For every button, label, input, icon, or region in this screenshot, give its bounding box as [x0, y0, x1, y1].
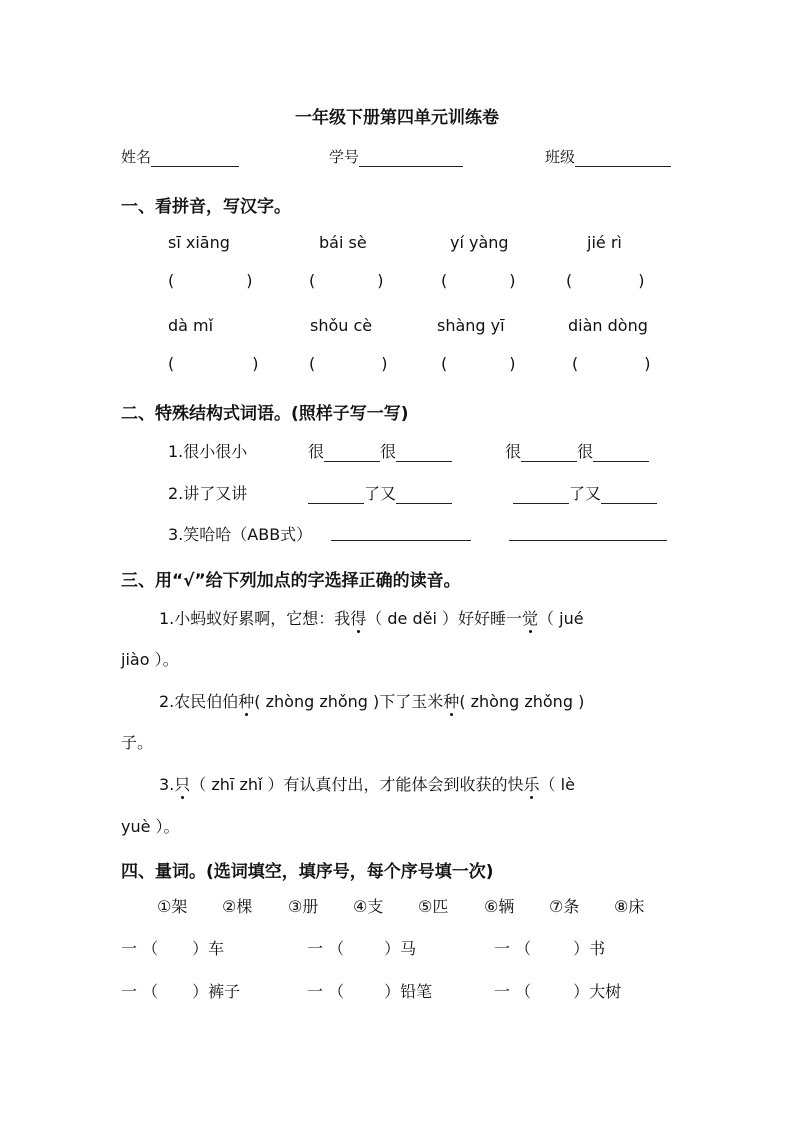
class-blank[interactable]: [575, 150, 671, 167]
measure-option-4: ④支: [353, 897, 384, 916]
name-label: 姓名: [121, 148, 152, 166]
pattern-1b[interactable]: 很 很: [505, 439, 649, 462]
name-blank[interactable]: [151, 150, 239, 167]
pattern-1a[interactable]: 很 很: [308, 439, 452, 462]
dotted-char: 得: [350, 609, 367, 628]
answer-paren-5[interactable]: ( ): [168, 354, 259, 373]
measure-blank-car[interactable]: 一 （ ）车: [121, 939, 225, 958]
pinyin-7: shàng yī: [437, 316, 505, 335]
id-label: 学号: [329, 148, 360, 166]
answer-paren-7[interactable]: ( ): [441, 354, 516, 373]
measure-blank-tree[interactable]: 一 （ ）大树: [494, 982, 622, 1001]
question-3-3: 3.只（ zhī zhǐ ）有认真付出，才能体会到收获的快乐（ lè: [159, 775, 575, 794]
section-4-heading: 四、量词。(选词填空，填序号，每个序号填一次): [121, 862, 494, 882]
page-title: 一年级下册第四单元训练卷: [295, 108, 499, 128]
id-field[interactable]: [329, 146, 463, 167]
section-1-heading: 一、看拼音，写汉字。: [121, 197, 291, 217]
answer-paren-1[interactable]: ( ): [168, 271, 253, 290]
dotted-char: 只: [174, 775, 191, 794]
section-2-heading: 二、特殊结构式词语。(照样子写一写): [121, 404, 409, 424]
answer-paren-2[interactable]: ( ): [309, 271, 384, 290]
dotted-char: 种: [238, 692, 255, 711]
pattern-2a[interactable]: 了又: [308, 481, 452, 504]
example-3-label: 3.笑哈哈（ABB式）: [168, 525, 313, 544]
dotted-char: 觉: [522, 609, 539, 628]
pinyin-1: sī xiāng: [168, 233, 230, 252]
measure-blank-pants[interactable]: 一 （ ）裤子: [121, 982, 241, 1001]
measure-blank-book[interactable]: 一 （ ）书: [494, 939, 606, 958]
question-3-2-cont: 子。: [121, 733, 154, 752]
measure-option-2: ②棵: [222, 897, 253, 916]
class-label: 班级: [545, 148, 576, 166]
measure-option-1: ①架: [157, 897, 188, 916]
measure-option-6: ⑥辆: [484, 897, 515, 916]
dotted-char: 乐: [523, 775, 540, 794]
measure-option-5: ⑤匹: [418, 897, 449, 916]
answer-paren-6[interactable]: ( ): [309, 354, 388, 373]
measure-option-3: ③册: [288, 897, 319, 916]
pinyin-2: bái sè: [319, 233, 367, 252]
answer-paren-3[interactable]: ( ): [441, 271, 516, 290]
measure-option-8: ⑧床: [614, 897, 645, 916]
pinyin-4: jié rì: [587, 233, 622, 252]
answer-paren-8[interactable]: ( ): [572, 354, 651, 373]
question-3-1: 1.小蚂蚁好累啊，它想：我得（ de děi ）好好睡一觉（ jué: [159, 609, 584, 628]
dotted-char: 种: [443, 692, 460, 711]
question-3-2: 2.农民伯伯种( zhòng zhǒng )下了玉米种( zhòng zhǒng ): [159, 692, 585, 711]
pinyin-3: yí yàng: [450, 233, 509, 252]
example-2-label: 2.讲了又讲: [168, 484, 248, 503]
question-3-3-cont: yuè ）。: [121, 817, 180, 836]
pinyin-8: diàn dòng: [568, 316, 648, 335]
pattern-3a[interactable]: [331, 522, 471, 541]
pinyin-6: shǒu cè: [310, 316, 373, 335]
answer-paren-4[interactable]: ( ): [566, 271, 645, 290]
section-3-heading: 三、用“√”给下列加点的字选择正确的读音。: [121, 571, 461, 591]
name-field[interactable]: [121, 146, 239, 167]
question-3-1-cont: jiào ）。: [121, 650, 179, 669]
pinyin-5: dà mǐ: [168, 316, 214, 335]
measure-option-7: ⑦条: [549, 897, 580, 916]
pattern-2b[interactable]: 了又: [513, 481, 657, 504]
example-1-label: 1.很小很小: [168, 442, 248, 461]
measure-blank-pencil[interactable]: 一 （ ）铅笔: [307, 982, 433, 1001]
measure-blank-horse[interactable]: 一 （ ）马: [307, 939, 417, 958]
id-blank[interactable]: [359, 150, 463, 167]
class-field[interactable]: [545, 146, 671, 167]
pattern-3b[interactable]: [509, 522, 667, 541]
